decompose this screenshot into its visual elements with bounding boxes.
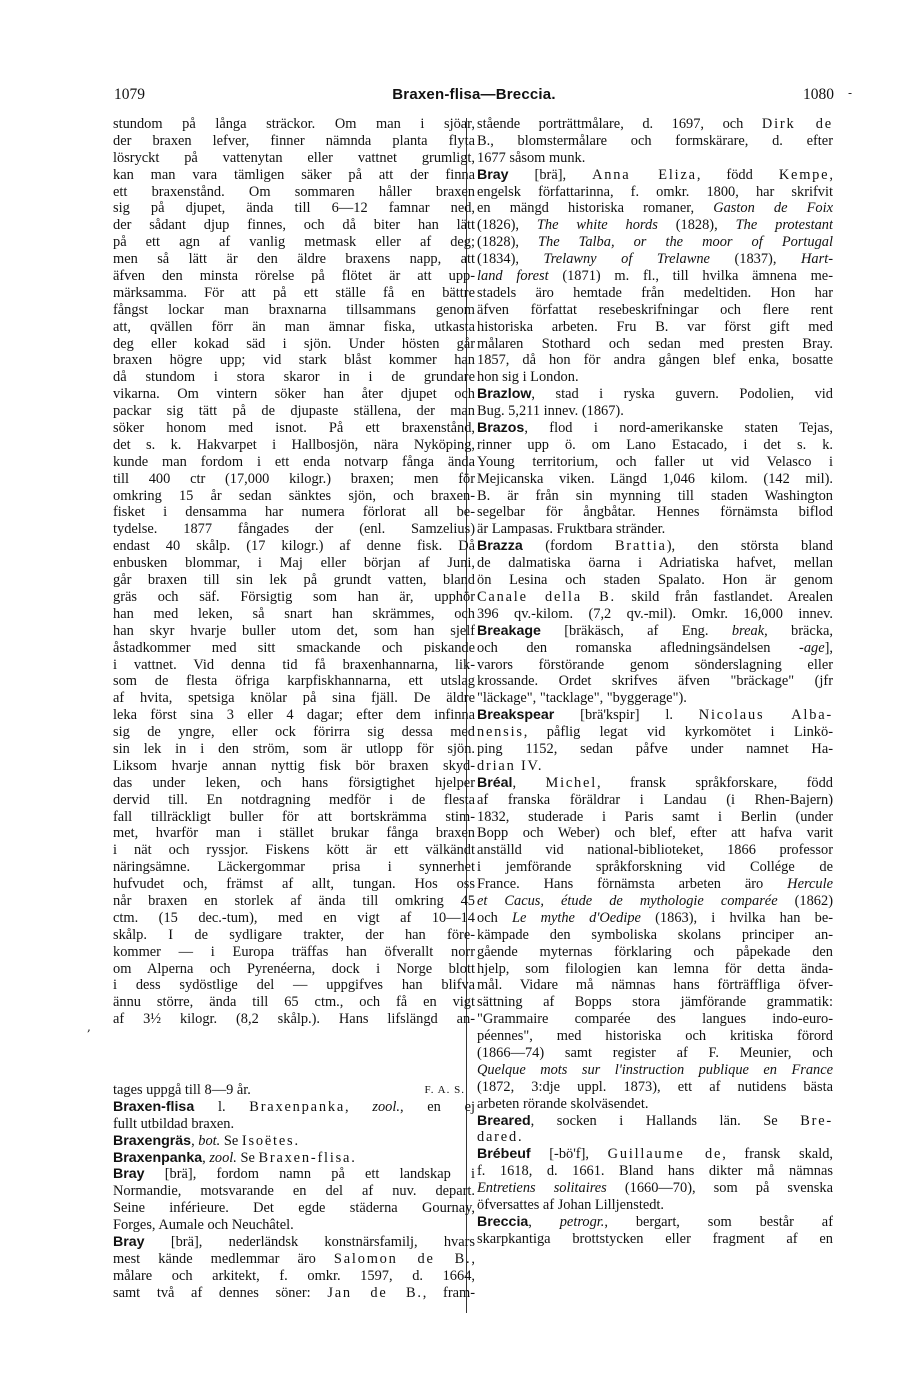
text-line: åstadkommer med sitt smackande och piskande [113, 639, 475, 656]
entry-text: (1828), [657, 217, 736, 234]
text-line: f. 1618, d. 1661. Bland hans dikter må nämnas [477, 1163, 833, 1180]
text-line: i dess sydöstligе del — uppgifves han blifva [113, 977, 475, 994]
text-line [477, 1062, 833, 1079]
entry-brebeuf [477, 1146, 833, 1163]
text-line: som de flesta öfriga karpfiskhannarna, ett utslag [113, 673, 475, 690]
text-line: stadels äro hemtade från medeltiden. Hon har [477, 284, 833, 301]
person-name: Salomon de B. [333, 1250, 472, 1267]
text-line [477, 910, 833, 927]
text-line: till 400 ctr (17,000 kilogr.) braxen; men för [113, 470, 475, 487]
person-name: Michel [545, 774, 598, 791]
entry-text: (1862) [777, 892, 833, 909]
entry-text: , en ej [399, 1098, 475, 1115]
book-title: Entretiens solitaires [477, 1180, 607, 1197]
entry-text: Se [236, 1149, 259, 1166]
text-line [477, 200, 833, 217]
headword: Breccia [477, 1213, 529, 1230]
entry-text: (1660—70), som på svenska [606, 1180, 833, 1197]
book-title: The protestant [735, 217, 833, 234]
text-line: krossande. Ordet skrifves äfven "bräckage" (jfr [477, 673, 833, 690]
entry-text: och den romanska afledningsändelsen - [477, 639, 804, 656]
book-title: Gaston de Foix [713, 200, 833, 217]
page-number-left: 1079 [114, 86, 145, 103]
text-line [477, 589, 833, 606]
italic-term: age [803, 639, 825, 656]
text-line [477, 268, 833, 285]
text-line: rinner upp ö. om Lano Estacado, i det s. k. [477, 436, 833, 453]
text-line: Young territorium, och faller ut vid Velasco i [477, 453, 833, 470]
text-line: kan man vara tämligen säker på att der finna [113, 166, 475, 183]
entry-text: France. Hans förnämsta arbeten äro [477, 876, 788, 893]
entry-text: [brä], [508, 166, 593, 183]
text-line: (1872, 3:dje uppl. 1873), ett af nutidens bästa [477, 1078, 833, 1095]
text-line: "läckage", "tacklage", "byggerage"). [477, 690, 687, 707]
text-line: 1832, studerade i Paris samt i Berlin (under [477, 808, 833, 825]
person-name: Anna Eliza [592, 166, 697, 183]
entry-text: [brä], nederländsk konstnärsfamilj, hvars [144, 1234, 475, 1251]
book-title: The white hords [536, 217, 658, 234]
text-line: endast 40 skålp. (17 kilogr.) af denne fisk. Då [113, 538, 475, 555]
text-line: i jemförande språkforskning vid Collége de [477, 859, 833, 876]
text-line [477, 217, 833, 234]
italic-term: zool. [209, 1149, 237, 1166]
entry-breal [477, 775, 833, 792]
text-line: der braxen lefver, finner nämnda planta flyta [113, 132, 475, 149]
text-line: af 3½ kilogr. (8,2 skålp.). Hans lifslängd an- [113, 1011, 475, 1028]
entry-bray-2 [113, 1234, 475, 1251]
book-title: Hercule [787, 876, 833, 893]
entry-breared [477, 1113, 833, 1130]
text-line: gående myternas förklaring och påpekade den [477, 943, 833, 960]
text-line: af franska föräldrar i Landau (i Rhen-Bajern) [477, 791, 833, 808]
left-column-tail [113, 1082, 475, 1302]
text-line: äfven författat resebeskrifningar och flere rent [477, 301, 833, 318]
headword: Breared [477, 1112, 531, 1129]
entry-text: (1871) m. fl., till hvilka ämnena me- [548, 268, 833, 285]
text-line: dervid till. En notdragning medför i de flesta [113, 791, 475, 808]
entry-text: Se [220, 1132, 242, 1149]
text-line: B., blomstermålare och formskärare, d. efter [477, 132, 833, 149]
margin-mark: , [87, 1020, 91, 1034]
text-line: ännu större, ända till 65 ctm., och få en vigt [113, 994, 475, 1011]
text-line: de dalmatiska öarna i Adriatiska hafvet, mellan [477, 555, 833, 572]
entry-text: (1863), i hvilka han be- [640, 909, 833, 926]
person-name: nensis [477, 724, 524, 741]
entry-brazza [477, 538, 833, 555]
text-line: historiska arbeten. Fru B. var först gift med [477, 318, 833, 335]
author-signature: F. A. S. [424, 1084, 465, 1096]
headword: Brazlow [477, 386, 532, 403]
text-line: af hvita, spetsiga knölar på sina fjäll. De äldre [113, 690, 475, 707]
italic-term: petrogr. [559, 1213, 605, 1230]
entry-brazlow [477, 386, 833, 403]
text-line: B. är från sin mynning till staden Washington [477, 487, 833, 504]
text-line: (1866—74) samt register af F. Meunier, och [477, 1044, 833, 1061]
text-line: arbeten rörande skolväsendet. [477, 1095, 649, 1112]
text-line: märksamma. För att på ett ställe få en bättre [113, 284, 475, 301]
cross-reference: Bre- [800, 1112, 833, 1129]
entry-text: [brä'kspir] l. [554, 707, 699, 724]
text-line [477, 893, 833, 910]
text-line: kommer — i Europa träffas han öfverallt norr [113, 943, 475, 960]
entry-text: l. [194, 1098, 250, 1115]
text-line: går braxen till sin lek på grundt vatten, bland [113, 572, 475, 589]
text-line: sin lek in i den ström, som är utlopp för sjön. [113, 740, 475, 757]
page-title: Braxen-flisa—Breccia. [392, 86, 556, 103]
text-line: äfven den minsta rörelse på flötet är att upp- [113, 268, 475, 285]
entry-breakspear [477, 707, 833, 724]
text-line: då stundom i stora skaror in i de grundare [113, 369, 475, 386]
text-line: Forges, Aumale och Neuchâtel. [113, 1217, 294, 1234]
text-line: skarpkantiga brottstycken eller fragment af en [477, 1230, 833, 1247]
text-line [477, 876, 833, 893]
entry-text: en mängd historiska romaner, [477, 200, 714, 217]
entry-text: , [528, 1213, 560, 1230]
text-line: hjelp, som filologien kan lemna för detta ända- [477, 960, 833, 977]
text-line [477, 251, 833, 268]
left-column [113, 116, 475, 1028]
text-line: Liksom hvarje annan nyttig fisk bör braxen skyd- [113, 757, 475, 774]
entry-text: , [345, 1098, 373, 1115]
text-line: fisket i densamma har numera förlorat all be- [113, 504, 475, 521]
entry-text: (1837), [709, 251, 802, 268]
entry-text: skild från fastlandet. Arealen [615, 588, 833, 605]
headword: Breakspear [477, 707, 555, 724]
text-line: "Grammaire comparée des langues indo-euro- [477, 1011, 833, 1028]
text-line-content: tages uppgå till 8—9 år. [113, 1082, 251, 1098]
text-line [113, 1285, 475, 1302]
spaced-term: Brattia [614, 538, 667, 555]
entry-text: , bräcka, [764, 622, 833, 639]
headword: Braxenpanka [113, 1149, 203, 1166]
cross-reference: Isoëtes [241, 1132, 295, 1149]
spaced-term: Canale della B. [477, 588, 616, 605]
text-line: varors förstörande genom sönderslagning eller [477, 656, 833, 673]
text-line: att, qvällen förr än man ämnar fiska, utkasta [113, 318, 475, 335]
text-line: skålp. I de sydligare trakter, der han före- [113, 926, 475, 943]
text-line: fullt utbildad braxen. [113, 1115, 235, 1132]
entry-bray-3 [477, 167, 833, 184]
entry-braxenpanka: Braxenpanka, zool. Se Braxen-flisa. [113, 1149, 355, 1166]
text-line: hon sig i London. [477, 369, 579, 386]
text-line: näringsämne. Läckergommar prisa i synnerhet [113, 859, 475, 876]
text-line: kämpade den symboliska skolans principer an- [477, 926, 833, 943]
entry-breakage [477, 623, 833, 640]
text-line: öfversattes af Johan Lilljenstedt. [477, 1197, 665, 1213]
text-line: vikarna. Om vintern söker han åter djupet och [113, 386, 475, 403]
person-name: Kempe [778, 166, 830, 183]
entry-text: , socken i Hallands län. Se [530, 1112, 801, 1129]
headword: Brazza [477, 538, 523, 555]
text-line: målare och arkitekt, f. omkr. 1597, d. 1664, [113, 1267, 475, 1284]
text-line: enbusken blommar, i Maj eller början af Juni, [113, 555, 475, 572]
entry-text: [brä], fordom namn på ett landskap i [144, 1166, 475, 1183]
entry-text: , [512, 774, 546, 791]
text-line: dared. [477, 1129, 522, 1146]
person-name: Nicolaus Alba- [698, 707, 833, 724]
text-line: han skyr hvarje buller utom det, som han sjelf [113, 622, 475, 639]
headword: Bréal [477, 774, 513, 791]
page-number-right: 1080 [803, 86, 834, 103]
text-line: ping 1152, sedan påfve under namnet Ha- [477, 740, 833, 757]
book-title: The Talba, or the moor of Portugal [538, 234, 833, 251]
text-line: Normandie, motsvarande en del af nuv. depart. [113, 1183, 475, 1200]
header-dash-mark: - [848, 86, 853, 100]
text-line [477, 1180, 833, 1197]
text-line [477, 724, 833, 741]
entry-text: ), den största bland [666, 538, 833, 555]
italic-term: zool. [372, 1098, 400, 1115]
entry-text: mest kände medlemmar äro [113, 1250, 334, 1267]
text-line: söker honom med isnot. På ett braxenstånd, [113, 420, 475, 437]
text-line [477, 116, 833, 133]
text-line: är Lampasas. Fruktbara stränder. [477, 521, 666, 538]
text-line: ön Lesina och staden Spalato. Hon är genom [477, 572, 833, 589]
text-line: Seine inférieure. Det egde städerna Gournay, [113, 1200, 475, 1217]
italic-term: bot. [198, 1132, 221, 1149]
right-column [477, 116, 833, 1248]
entry-text: [bräkäsch, af Eng. [540, 622, 732, 639]
text-line: packar sig tätt på de djupaste ställena, der man [113, 403, 475, 420]
text-line: anställd vid national-biblioteket, 1866 professor [477, 842, 833, 859]
text-line: der sådant djup finnes, och då biter han lätt [113, 217, 475, 234]
entry-braxen-flisa [113, 1099, 475, 1116]
entry-text: , fransk skald, [722, 1146, 833, 1163]
text-line: omkring 15 år sedan sänktes sjön, och braxen- [113, 487, 475, 504]
text-line: das under leken, och hans försigtighet hjelper [113, 774, 475, 791]
text-line: fall tillräckligt buller för att bortskrämma stim- [113, 808, 475, 825]
headword: Breakage [477, 622, 541, 639]
text-line: han med leken, så snart han skrämmes, och [113, 605, 475, 622]
entry-text: (1826), [477, 217, 537, 234]
text-line: segelbar för ångbåtar. Hennes förnämsta biflod [477, 504, 833, 521]
text-line [477, 758, 833, 775]
text-line: det s. k. Hakvarpet i Hallbosjön, nära Nyköping, [113, 436, 475, 453]
text-line: mål. Vidare må nämnas hans förträffliga öfver- [477, 977, 833, 994]
italic-term: break [731, 622, 765, 639]
text-line: når braxen en storlek af ända till omkring 45 [113, 892, 475, 909]
entry-text: , [471, 1250, 475, 1267]
cross-reference: Braxen-flisa [258, 1149, 352, 1166]
person-name: Jan de B. [327, 1284, 423, 1301]
page-header [114, 86, 834, 106]
text-line: men så lätt är den äldre braxens napp, att [113, 251, 475, 268]
text-line: péennes", med historiska och kritiska förord [477, 1028, 833, 1045]
text-line [113, 1082, 475, 1099]
entry-text: och [477, 909, 512, 926]
headword: Bray [477, 166, 509, 183]
entry-brazos [477, 420, 833, 437]
text-line: på ett agn af vanlig metmask eller af deg; [113, 234, 475, 251]
entry-text: ], [824, 639, 833, 656]
entry-text: (1834), [477, 251, 544, 268]
text-line: Bug. 5,211 innev. (1867). [477, 403, 624, 420]
text-line [477, 640, 833, 657]
text-line: 1857, då hon för andra gången blef enka, bosatte [477, 352, 833, 369]
text-line: tydelse. 1877 fångades der (enl. Samzelius) [113, 521, 475, 538]
text-line: 396 qv.-kilom. (7,2 qv.-mil). Omkr. 16,000 innev. [477, 605, 833, 622]
headword: Braxengräs [113, 1132, 192, 1149]
entry-text: samt två af dennes söner: [113, 1284, 328, 1301]
entry-text: , bergart, som består af [604, 1213, 833, 1230]
headword: Brébeuf [477, 1146, 531, 1163]
text-line: gräs och säf. Försigtig som han är, upphör [113, 588, 475, 605]
text-line [113, 1251, 475, 1268]
entry-text: , påflig legat vid kyrkomötet i Linkö- [523, 724, 833, 741]
headword: Braxen-flisa [113, 1098, 195, 1115]
person-name: Guillaume de [607, 1146, 723, 1163]
text-line: Bopp och Weber) och blef, efter att hafva varit [477, 825, 833, 842]
person-name: Dirk de [761, 116, 833, 132]
text-line: engelsk författarinna, f. omkr. 1800, har skrifvit [477, 183, 833, 200]
entry-text: (1828), [477, 234, 539, 251]
text-line: braxen högre upp; vid stark blåst kommer han [113, 352, 475, 369]
headword: Brazos [477, 420, 525, 437]
cross-reference: dared [477, 1129, 518, 1146]
book-title: land forest [477, 268, 549, 285]
entry-text: stående porträttmålare, d. 1697, och [477, 116, 762, 132]
text-line: ett braxenstånd. Om sommaren håller braxen [113, 183, 475, 200]
text-line: sig på djupet, ända till 6—12 famnar ned, [113, 200, 475, 217]
text-line: 1677 såsom munk. [477, 149, 586, 166]
text-line: deg eller kokad säd i sjön. Under hösten går [113, 335, 475, 352]
book-title: Le mythe d'Oedipe [511, 909, 641, 926]
text-line: met, hvarför man i stället brukar fånga braxen [113, 825, 475, 842]
text-line: kunde man fordom i ett enda notvarp fånga ända [113, 453, 475, 470]
book-title: et Cacus, étude de mythologie comparée [477, 892, 778, 909]
entry-text: [-bö'f], [530, 1146, 608, 1163]
text-line: stundom på långa sträckor. Om man i sjöar, [113, 116, 475, 132]
entry-braxengras: Braxengräs, bot. Se Isoëtes. [113, 1132, 299, 1149]
text-line: hufvudet och, främst af allt, tungan. Hos oss [113, 876, 475, 893]
spaced-term: Braxenpanka [249, 1098, 346, 1115]
text-line: lösryckt på vattenytan eller vattnet grumligt, [113, 149, 475, 166]
text-line: fångst lockar man braxnarna tillsammans genom [113, 301, 475, 318]
entry-text: , flod i nord-amerikanske staten Tejas, [524, 420, 833, 437]
text-line: leka först sina 3 eller 4 dagar; efter dem infinna [113, 707, 475, 724]
text-line [477, 234, 833, 251]
headword: Bray [113, 1166, 145, 1183]
text-line: Mejicanska viken. Längd 1,046 kilom. (142 mil). [477, 470, 833, 487]
book-title: Trelawny of Trelawne [543, 251, 710, 268]
entry-breccia [477, 1214, 833, 1231]
text-line: sig de yngre, eller ock förirra sig dessa med [113, 724, 475, 741]
headword: Bray [113, 1234, 145, 1251]
entry-text: , född [696, 166, 779, 183]
entry-bray-1 [113, 1166, 475, 1183]
text-line: i vattnet. Vid denna tid få braxenhannarna, lik- [113, 656, 475, 673]
text-line: i nät och ryssjor. Fiskens kött är ett välkändt [113, 842, 475, 859]
entry-text: , fransk språkforskare, född [597, 774, 833, 791]
book-title: Quelque mots sur l'instruction publique en France [477, 1061, 833, 1078]
entry-text: , stad i ryska guvern. Podolien, vid [531, 386, 833, 403]
text-line: sättning af Bopps stora jämförande grammatik: [477, 994, 833, 1011]
text-line: ctm. (15 dec.-tum), med en vigt af 10—14 [113, 909, 475, 926]
text-line: målaren Stothard och sedan med presten Bray. [477, 335, 833, 352]
text-line: om Alperna och Pyrenéerna, dock i Norge blott [113, 960, 475, 977]
entry-text: (fordom [522, 538, 615, 555]
person-name: drian IV. [477, 757, 544, 774]
book-title: Hart- [801, 251, 833, 268]
entry-text: , [829, 166, 833, 183]
entry-text: , fram- [422, 1284, 475, 1301]
